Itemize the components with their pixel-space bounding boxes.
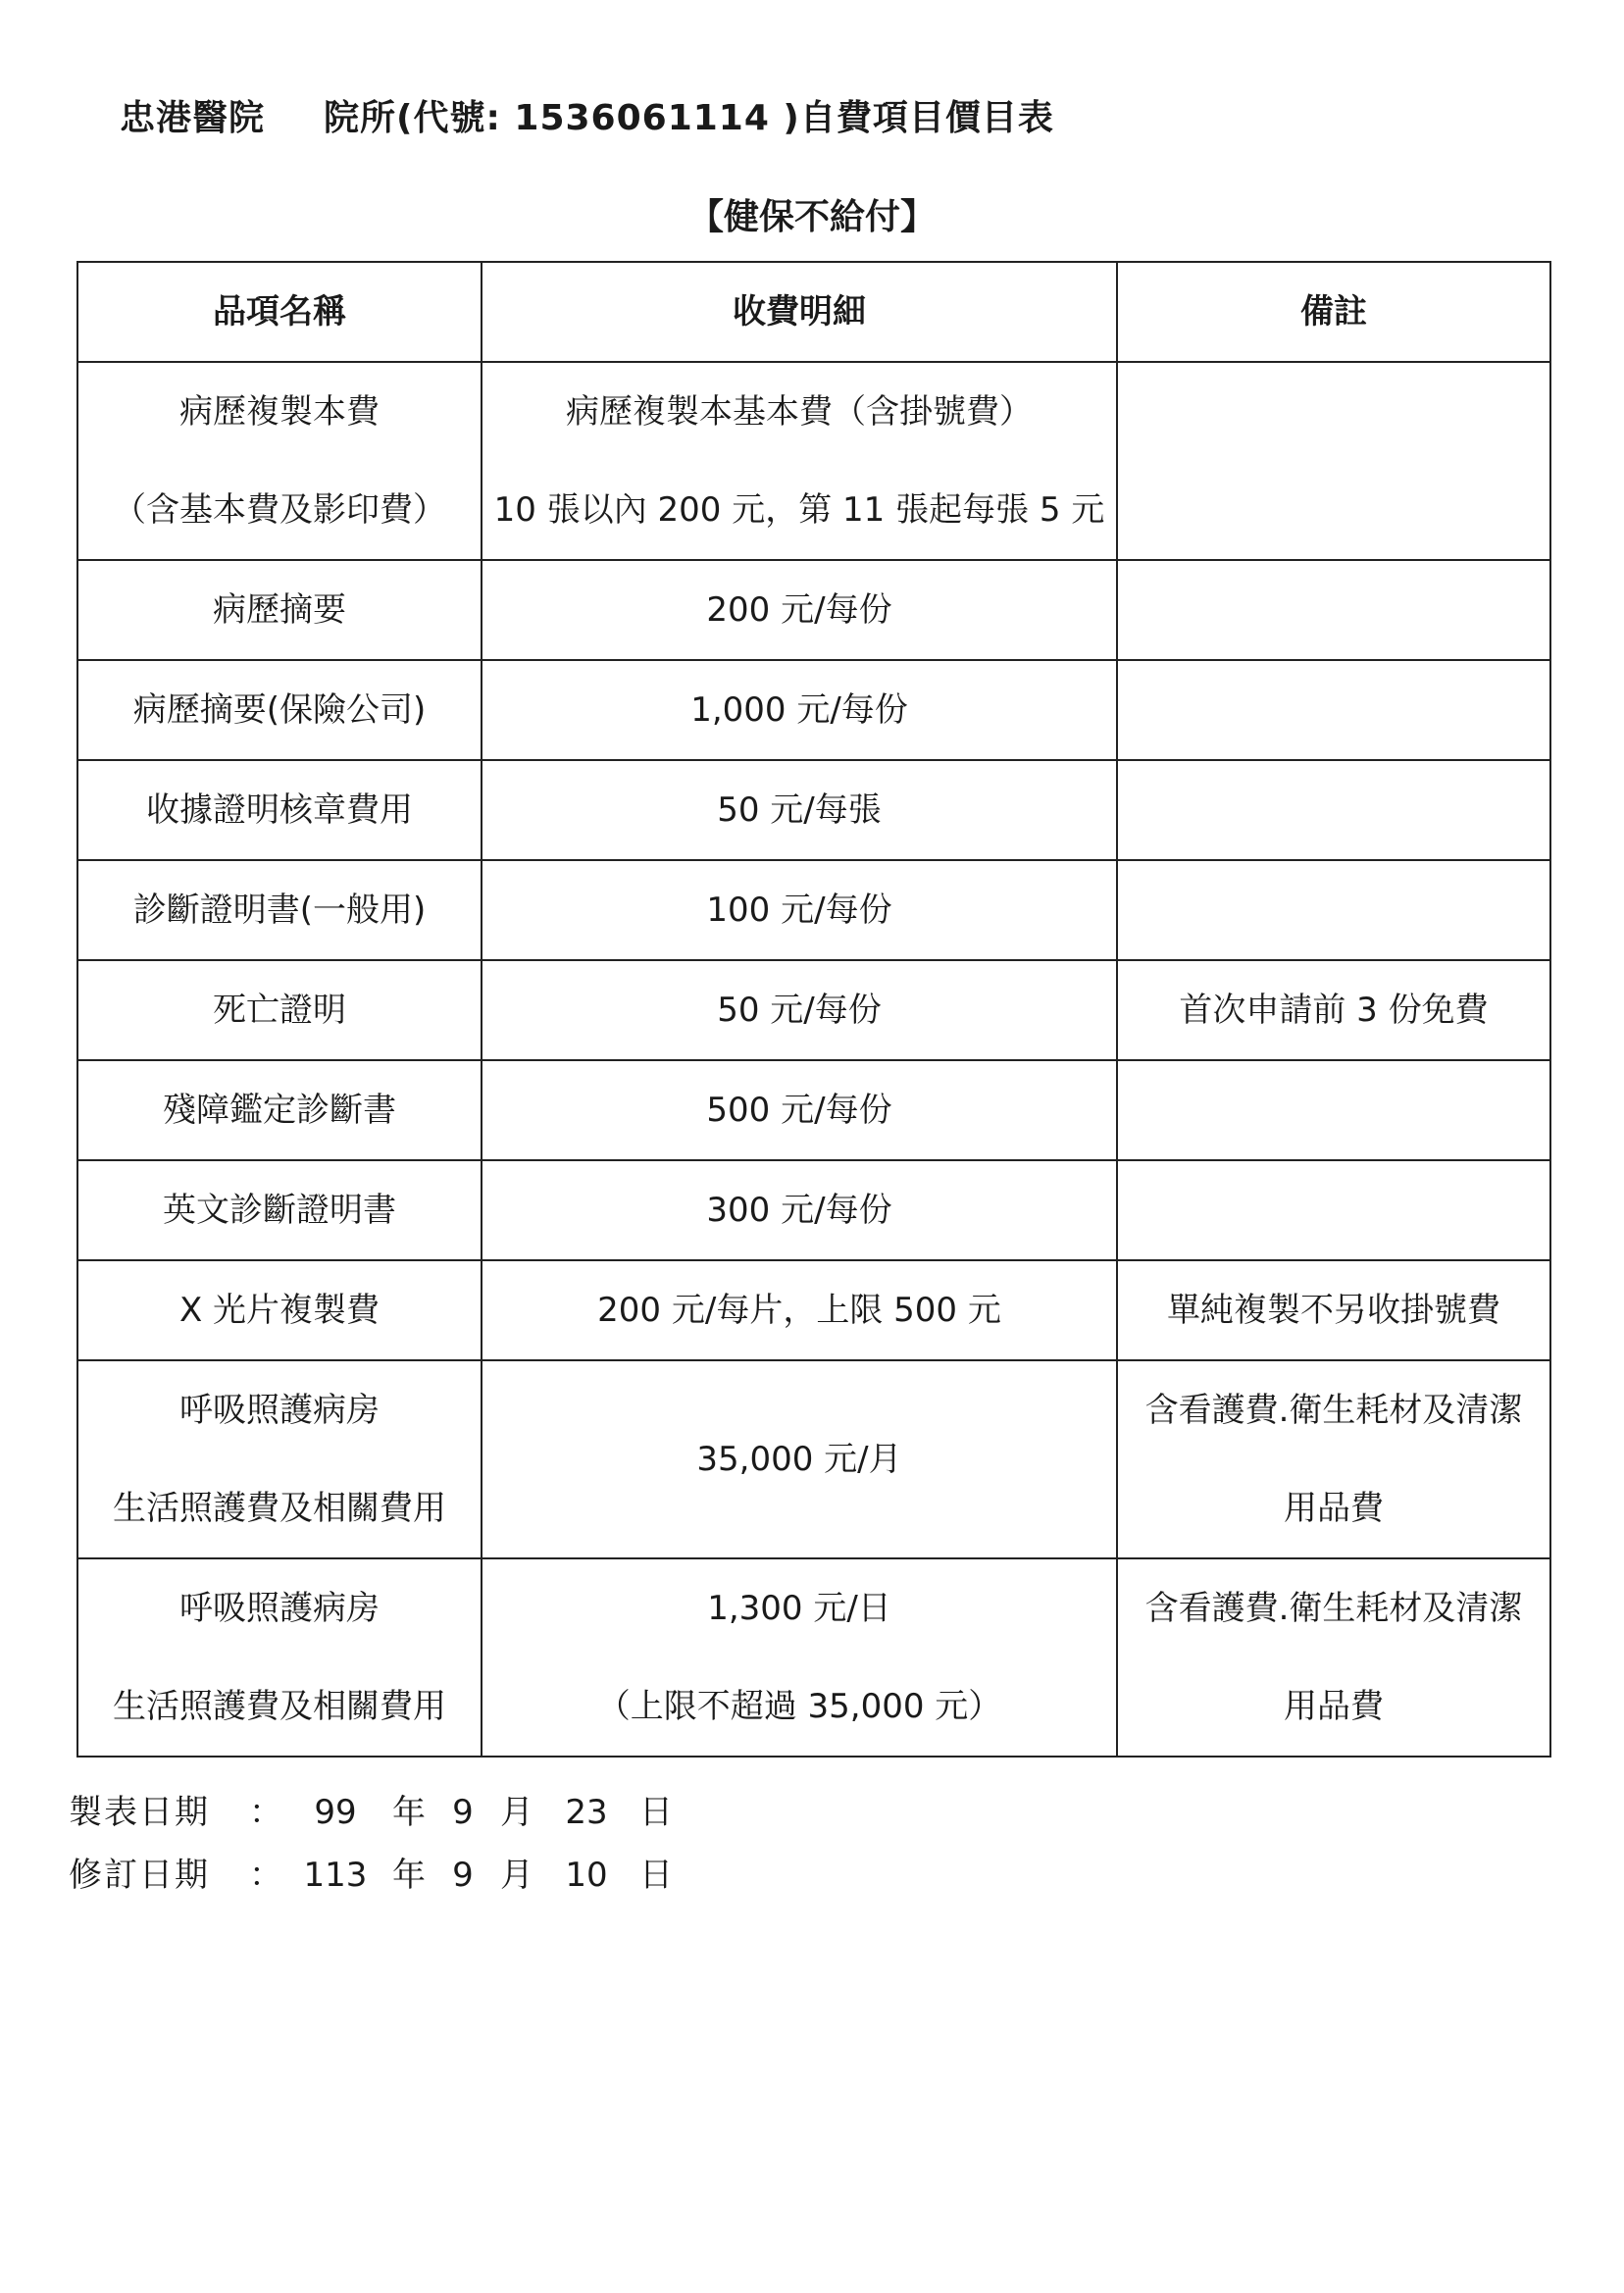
revised-day-unit: 日 bbox=[639, 1856, 673, 1895]
fee-cell: 200 元/每份 bbox=[482, 560, 1117, 660]
made-date-colon: ： bbox=[249, 1793, 282, 1832]
revised-year: 113 bbox=[303, 1856, 368, 1895]
item-cell: 英文診斷證明書 bbox=[77, 1160, 482, 1260]
hospital-name: 忠港醫院 bbox=[120, 98, 266, 138]
fee-line: 10 張以內 200 元，第 11 張起每張 5 元 bbox=[493, 490, 1105, 530]
table-row bbox=[77, 362, 1550, 560]
made-date-label: 製表日期 bbox=[69, 1793, 210, 1832]
made-day-unit: 日 bbox=[639, 1793, 673, 1832]
revised-month: 9 bbox=[452, 1856, 474, 1895]
revised-date-label: 修訂日期 bbox=[69, 1856, 210, 1895]
fee-cell: 200 元/每片，上限 500 元 bbox=[482, 1260, 1117, 1360]
note-line: 含看護費.衛生耗材及清潔 bbox=[1144, 1589, 1523, 1628]
note-cell: 首次申請前 3 份免費 bbox=[1117, 960, 1550, 1060]
item-line: 生活照護費及相關費用 bbox=[113, 1489, 446, 1528]
made-date-line bbox=[69, 1785, 690, 1833]
note-line: 用品費 bbox=[1284, 1489, 1384, 1528]
item-cell: 病歷摘要 bbox=[77, 560, 482, 660]
revised-date-colon: ： bbox=[249, 1856, 282, 1895]
made-month: 9 bbox=[452, 1793, 474, 1832]
table-row bbox=[77, 660, 1550, 760]
fee-line: 1,300 元/日 bbox=[707, 1589, 891, 1628]
revised-date-line bbox=[69, 1848, 690, 1896]
fee-cell: 50 元/每張 bbox=[482, 760, 1117, 860]
table-row bbox=[77, 960, 1550, 1060]
note-cell bbox=[1117, 1558, 1550, 1757]
fee-cell: 300 元/每份 bbox=[482, 1160, 1117, 1260]
document-header bbox=[120, 90, 1054, 140]
item-line: 呼吸照護病房 bbox=[179, 1391, 380, 1430]
column-header-fee: 收費明細 bbox=[482, 262, 1117, 362]
item-cell: X 光片複製費 bbox=[77, 1260, 482, 1360]
note-cell bbox=[1117, 560, 1550, 660]
note-cell bbox=[1117, 1060, 1550, 1160]
made-day: 23 bbox=[565, 1793, 608, 1832]
item-cell bbox=[77, 1360, 482, 1558]
note-cell bbox=[1117, 760, 1550, 860]
fee-cell: 100 元/每份 bbox=[482, 860, 1117, 960]
item-cell: 病歷摘要(保險公司) bbox=[77, 660, 482, 760]
made-month-unit: 月 bbox=[500, 1793, 533, 1832]
table-row bbox=[77, 1160, 1550, 1260]
item-cell: 殘障鑑定診斷書 bbox=[77, 1060, 482, 1160]
item-cell: 收據證明核章費用 bbox=[77, 760, 482, 860]
item-cell: 診斷證明書(一般用) bbox=[77, 860, 482, 960]
column-header-item: 品項名稱 bbox=[77, 262, 482, 362]
revised-month-unit: 月 bbox=[500, 1856, 533, 1895]
fee-cell: 1,000 元/每份 bbox=[482, 660, 1117, 760]
item-cell: 死亡證明 bbox=[77, 960, 482, 1060]
fee-cell: 50 元/每份 bbox=[482, 960, 1117, 1060]
item-line: 病歷複製本費 bbox=[179, 392, 380, 432]
made-year-unit: 年 bbox=[392, 1793, 426, 1832]
fee-cell bbox=[482, 362, 1117, 560]
note-cell bbox=[1117, 660, 1550, 760]
item-line: 呼吸照護病房 bbox=[179, 1589, 380, 1628]
note-cell bbox=[1117, 362, 1550, 560]
fee-line: 病歷複製本基本費（含掛號費） bbox=[566, 392, 1033, 432]
table-row bbox=[77, 1060, 1550, 1160]
note-line: 含看護費.衛生耗材及清潔 bbox=[1144, 1391, 1523, 1430]
fee-cell: 35,000 元/月 bbox=[482, 1360, 1117, 1558]
item-cell bbox=[77, 362, 482, 560]
note-line: 用品費 bbox=[1284, 1687, 1384, 1726]
table-row bbox=[77, 860, 1550, 960]
table-row bbox=[77, 760, 1550, 860]
fee-line: （上限不超過 35,000 元） bbox=[596, 1687, 1002, 1726]
revised-day: 10 bbox=[565, 1856, 608, 1895]
item-cell bbox=[77, 1558, 482, 1757]
revised-year-unit: 年 bbox=[392, 1856, 426, 1895]
made-year: 99 bbox=[314, 1793, 357, 1832]
document-title: 院所(代號: 1536061114 )自費項目價目表 bbox=[324, 98, 1054, 138]
section-subtitle: 【健保不給付】 bbox=[687, 197, 936, 237]
fee-cell: 500 元/每份 bbox=[482, 1060, 1117, 1160]
table-row bbox=[77, 1260, 1550, 1360]
column-header-note: 備註 bbox=[1117, 262, 1550, 362]
table-row bbox=[77, 560, 1550, 660]
table-row bbox=[77, 1360, 1550, 1558]
table-header-row bbox=[77, 262, 1550, 362]
fee-cell bbox=[482, 1558, 1117, 1757]
fee-table bbox=[76, 261, 1551, 1758]
note-cell bbox=[1117, 860, 1550, 960]
table-row bbox=[77, 1558, 1550, 1757]
item-line: （含基本費及影印費） bbox=[113, 490, 446, 530]
note-cell bbox=[1117, 1160, 1550, 1260]
item-line: 生活照護費及相關費用 bbox=[113, 1687, 446, 1726]
note-cell bbox=[1117, 1360, 1550, 1558]
note-cell: 單純複製不另收掛號費 bbox=[1117, 1260, 1550, 1360]
